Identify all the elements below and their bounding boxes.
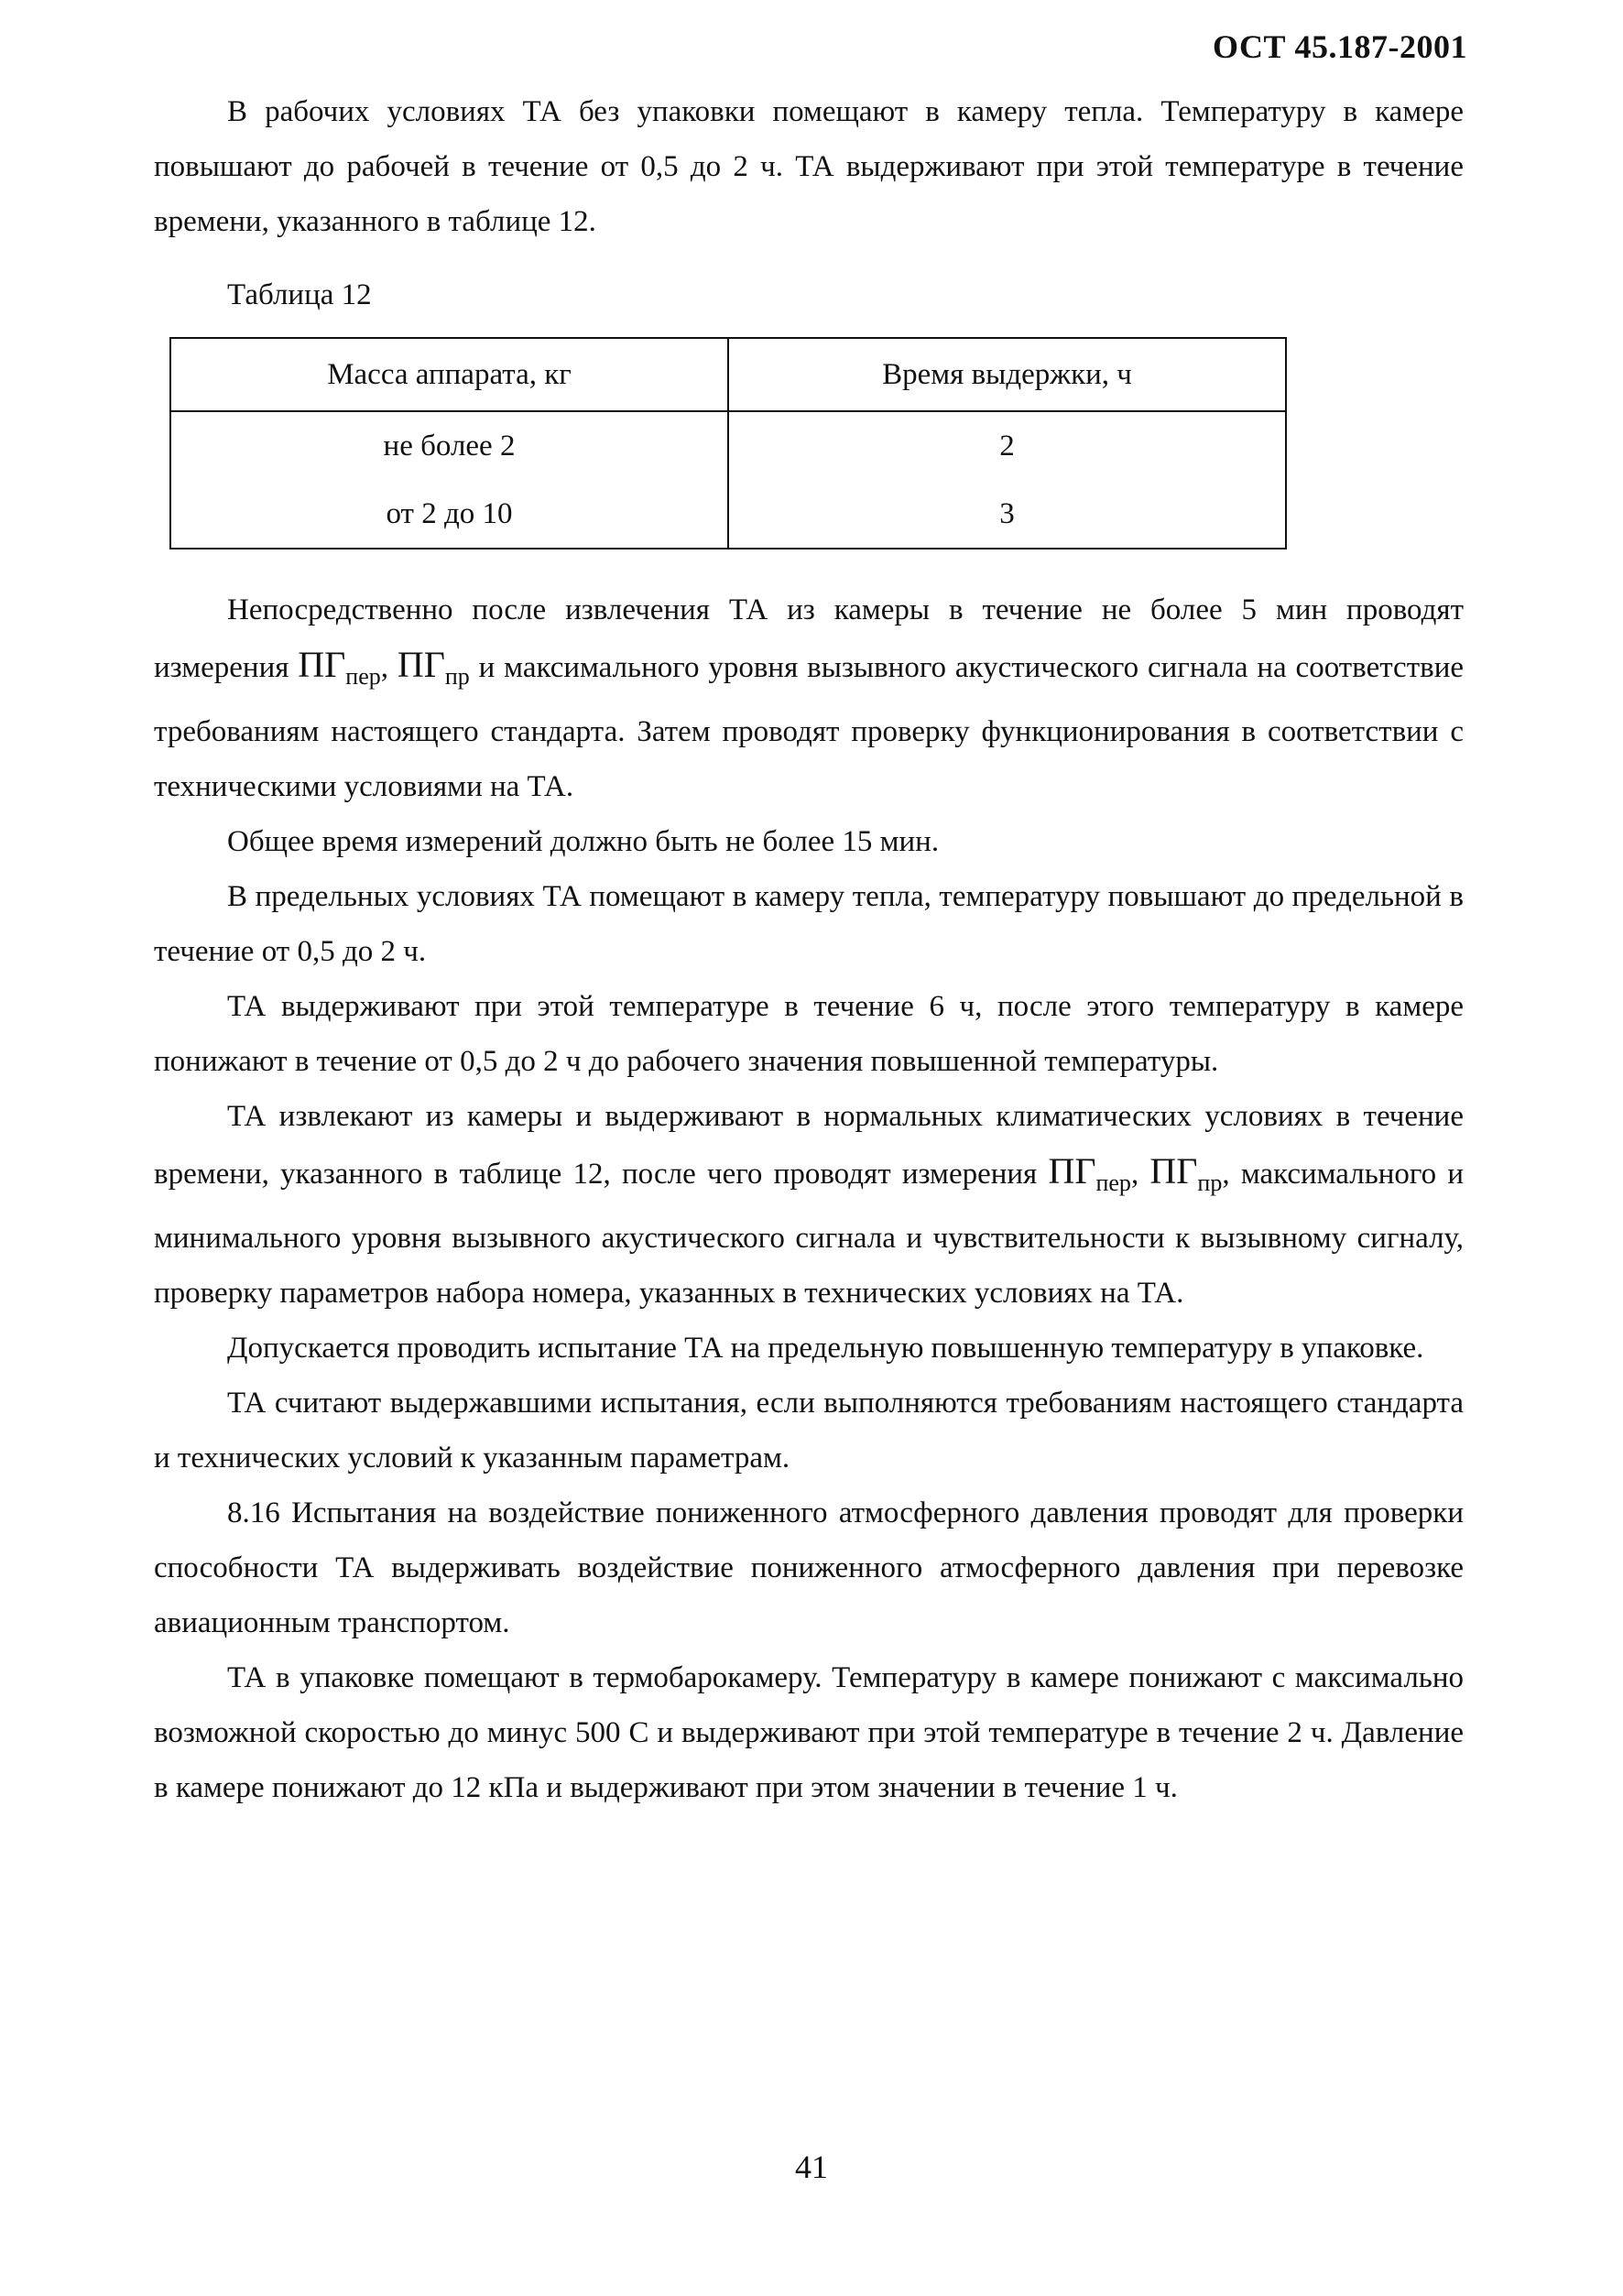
paragraph-text: и максимального уровня вызывного акустического сигнала на соответствие требованиям настоящего стандарта. Затем проводят проверку функционирования в соответствии с техническими условиями на ТА. xyxy=(154,651,1464,803)
paragraph-packaging: Допускается проводить испытание ТА на предельную повышенную температуру в упаковке. xyxy=(227,1332,1424,1365)
symbol-pg: ПГ xyxy=(1149,1150,1198,1192)
subscript-per: пер xyxy=(345,663,381,690)
subscript-pr: пр xyxy=(1197,1170,1223,1196)
paragraph-extraction xyxy=(154,1089,1464,1321)
table-row xyxy=(170,480,1286,549)
table-header-mass: Масса аппарата, кг xyxy=(170,338,728,411)
table-cell-time: 2 xyxy=(728,411,1286,480)
paragraph-thermobarochamber: ТА в упаковке помещают в термобарокамеру. Температуру в камере понижают с максимально возможной скоростью до минус 500 С и выдерживают при этой температуре в течение 2 ч. Давление в камере понижают до 12 кПа и выдерживают при этом значении в течение 1 ч. xyxy=(154,1661,1464,1804)
table-12 xyxy=(169,337,1287,550)
subscript-pr: пр xyxy=(444,663,470,690)
table-cell-mass: от 2 до 10 xyxy=(170,480,728,549)
page-number: 41 xyxy=(795,2149,828,2185)
body-section xyxy=(154,582,1464,1815)
paragraph-passed: ТА считают выдержавшими испытания, если выполняются требованиям настоящего стандарта и технических условий к указанным параметрам. xyxy=(154,1387,1464,1474)
paragraph-intro: В рабочих условиях ТА без упаковки помещают в камеру тепла. Температуру в камере повышают до рабочей в течение от 0,5 до 2 ч. ТА выдерживают при этой температуре в течение времени, указанного в таблице 12. xyxy=(154,95,1464,238)
table-row xyxy=(170,411,1286,480)
comma: , xyxy=(380,651,388,684)
paragraph-hold-6h: ТА выдерживают при этой температуре в течение 6 ч, после этого температуру в камере понижают в течение от 0,5 до 2 ч до рабочего значения повышенной температуры. xyxy=(154,990,1464,1078)
paragraph-limit-conditions: В предельных условиях ТА помещают в камеру тепла, температуру повышают до предельной в течение от 0,5 до 2 ч. xyxy=(154,880,1464,968)
intro-section xyxy=(154,84,1464,249)
comma: , xyxy=(1222,1158,1230,1191)
table-caption: Таблица 12 xyxy=(227,278,372,311)
paragraph-total-time: Общее время измерений должно быть не более 15 мин. xyxy=(227,825,940,858)
paragraph-text: максимального и минимального уровня вызывного акустического сигнала и чувствительности к вызывному сигналу, проверку параметров набора номера, указанных в технических условиях на ТА. xyxy=(154,1158,1464,1310)
table-header-row xyxy=(170,338,1286,411)
paragraph-section-8-16: 8.16 Испытания на воздействие пониженного атмосферного давления проводят для проверки способности ТА выдерживать воздействие пониженного атмосферного давления при перевозке авиационным транспортом. xyxy=(154,1496,1464,1639)
subscript-per: пер xyxy=(1095,1170,1131,1196)
paragraph-text: ТА извлекают из камеры и выдерживают в нормальных климатических условиях в течение времени, указанного в таблице 12, после чего проводят измерения xyxy=(154,1100,1464,1191)
table-cell-time: 3 xyxy=(728,480,1286,549)
table-header-time: Время выдержки, ч xyxy=(728,338,1286,411)
symbol-pg: ПГ xyxy=(298,644,346,685)
comma: , xyxy=(1130,1158,1139,1191)
paragraph-text: Непосредственно после извлечения ТА из камеры в течение не более 5 мин проводят измерения xyxy=(154,593,1464,684)
document-code-header: ОСТ 45.187-2001 xyxy=(1213,28,1467,65)
table-cell-mass: не более 2 xyxy=(170,411,728,480)
symbol-pg: ПГ xyxy=(397,644,445,685)
symbol-pg: ПГ xyxy=(1048,1150,1096,1192)
paragraph-measurements xyxy=(154,582,1464,814)
